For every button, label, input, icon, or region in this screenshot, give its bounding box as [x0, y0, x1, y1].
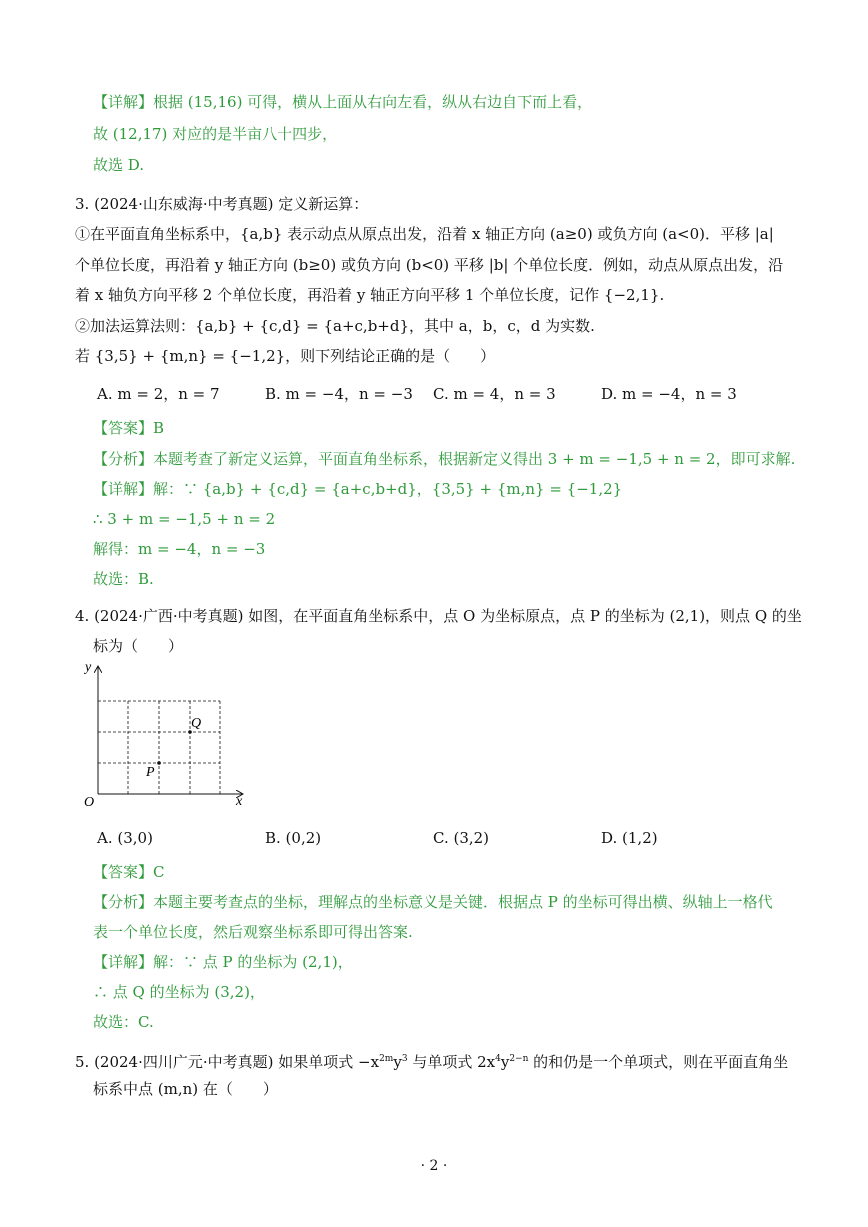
- q5-stem-line2: 标系中点 (m,n) 在（ ）: [93, 1080, 278, 1098]
- coordinate-figure: [80, 655, 260, 815]
- q3-para3: 着 x 轴负方向平移 2 个单位长度，再沿着 y 轴正方向平移 1 个单位长度，记作 {−2,1}.: [75, 286, 665, 304]
- q4-option-a: A. (3,0): [97, 829, 153, 847]
- q3-detail-line2: ∴ 3 + m = −1,5 + n = 2: [93, 510, 276, 528]
- q5-exp-4: 2−n: [509, 1054, 529, 1064]
- q3-option-b: B. m = −4，n = −3: [265, 385, 413, 403]
- q2-detail-line3: 故选 D.: [93, 156, 145, 174]
- q3-detail-line1: 【详解】解：∵ {a,b} + {c,d} = {a+c,b+d}，{3,5} + {m,n} = {−1,2}: [93, 480, 623, 498]
- point-p: [157, 761, 161, 765]
- q3-para5: 若 {3,5} + {m,n} = {−1,2}，则下列结论正确的是（ ）: [75, 347, 496, 365]
- q4-stem-line2: 标为（ ）: [93, 637, 184, 655]
- q4-answer: 【答案】C: [93, 863, 165, 881]
- q5-exp-1: 2m: [379, 1054, 394, 1064]
- p-label: P: [146, 765, 155, 780]
- q3-option-c: C. m = 4，n = 3: [433, 385, 556, 403]
- q3-option-a: A. m = 2，n = 7: [97, 385, 220, 403]
- q4-analysis-line1: 【分析】本题主要考查点的坐标，理解点的坐标意义是关键．根据点 P 的坐标可得出横、纵轴上一格代: [93, 893, 773, 911]
- q5-stem-part-a: 5. (2024·四川广元·中考真题) 如果单项式 −x: [75, 1053, 380, 1071]
- q4-detail-line2: ∴ 点 Q 的坐标为 (3,2)，: [93, 983, 265, 1001]
- q4-option-b: B. (0,2): [265, 829, 322, 847]
- q5-stem-part-b: y: [393, 1053, 402, 1071]
- q3-answer: 【答案】B: [93, 419, 165, 437]
- q3-detail-line3: 解得：m = −4，n = −3: [93, 540, 266, 558]
- q3-detail-line4: 故选：B.: [93, 570, 154, 588]
- q5-stem-part-c: 与单项式 2x: [407, 1053, 496, 1071]
- q3-para2: 个单位长度，再沿着 y 轴正方向 (b≥0) 或负方向 (b<0) 平移 |b| 个单位长度．例如，动点从原点出发，沿: [75, 256, 784, 274]
- q5-exp-2: 3: [401, 1054, 408, 1064]
- origin-label: O: [84, 795, 95, 810]
- q3-analysis: 【分析】本题考查了新定义运算，平面直角坐标系，根据新定义得出 3 + m = −1,5 + n = 2，即可求解.: [93, 450, 796, 468]
- y-axis-label: y: [85, 660, 92, 675]
- grid-lines: [98, 701, 220, 794]
- q4-detail-line1: 【详解】解：∵ 点 P 的坐标为 (2,1)，: [93, 953, 353, 971]
- q3-stem: 3. (2024·山东威海·中考真题) 定义新运算：: [75, 195, 369, 213]
- q4-detail-line3: 故选：C.: [93, 1013, 154, 1031]
- q2-detail-line1: 【详解】根据 (15,16) 可得，横从上面从右向左看，纵从右边自下而上看，: [93, 93, 593, 111]
- q5-stem-line1: [75, 1049, 788, 1072]
- q4-option-c: C. (3,2): [433, 829, 490, 847]
- q3-para1: ①在平面直角坐标系中，{a,b} 表示动点从原点出发，沿着 x 轴正方向 (a≥0) 或负方向 (a<0)．平移 |a|: [75, 225, 774, 243]
- q3-para4: ②加法运算法则：{a,b} + {c,d} = {a+c,b+d}，其中 a，b，c，d 为实数.: [75, 317, 595, 335]
- q3-option-d: D. m = −4，n = 3: [601, 385, 737, 403]
- q2-detail-line2: 故 (12,17) 对应的是半亩八十四步，: [93, 125, 338, 143]
- q5-stem-part-e: 的和仍是一个单项式，则在平面直角坐: [528, 1053, 789, 1071]
- q5-exp-3: 4: [495, 1054, 501, 1064]
- q4-analysis-line2: 表一个单位长度，然后观察坐标系即可得出答案.: [93, 923, 413, 941]
- q5-stem-part-d: y: [500, 1053, 510, 1071]
- q4-option-d: D. (1,2): [601, 829, 658, 847]
- q-label: Q: [191, 716, 202, 731]
- q4-stem-line1: 4. (2024·广西·中考真题) 如图，在平面直角坐标系中，点 O 为坐标原点，点 P 的坐标为 (2,1)，则点 Q 的坐: [75, 607, 802, 625]
- x-axis-label: x: [236, 794, 243, 809]
- page-number: · 2 ·: [420, 1158, 448, 1174]
